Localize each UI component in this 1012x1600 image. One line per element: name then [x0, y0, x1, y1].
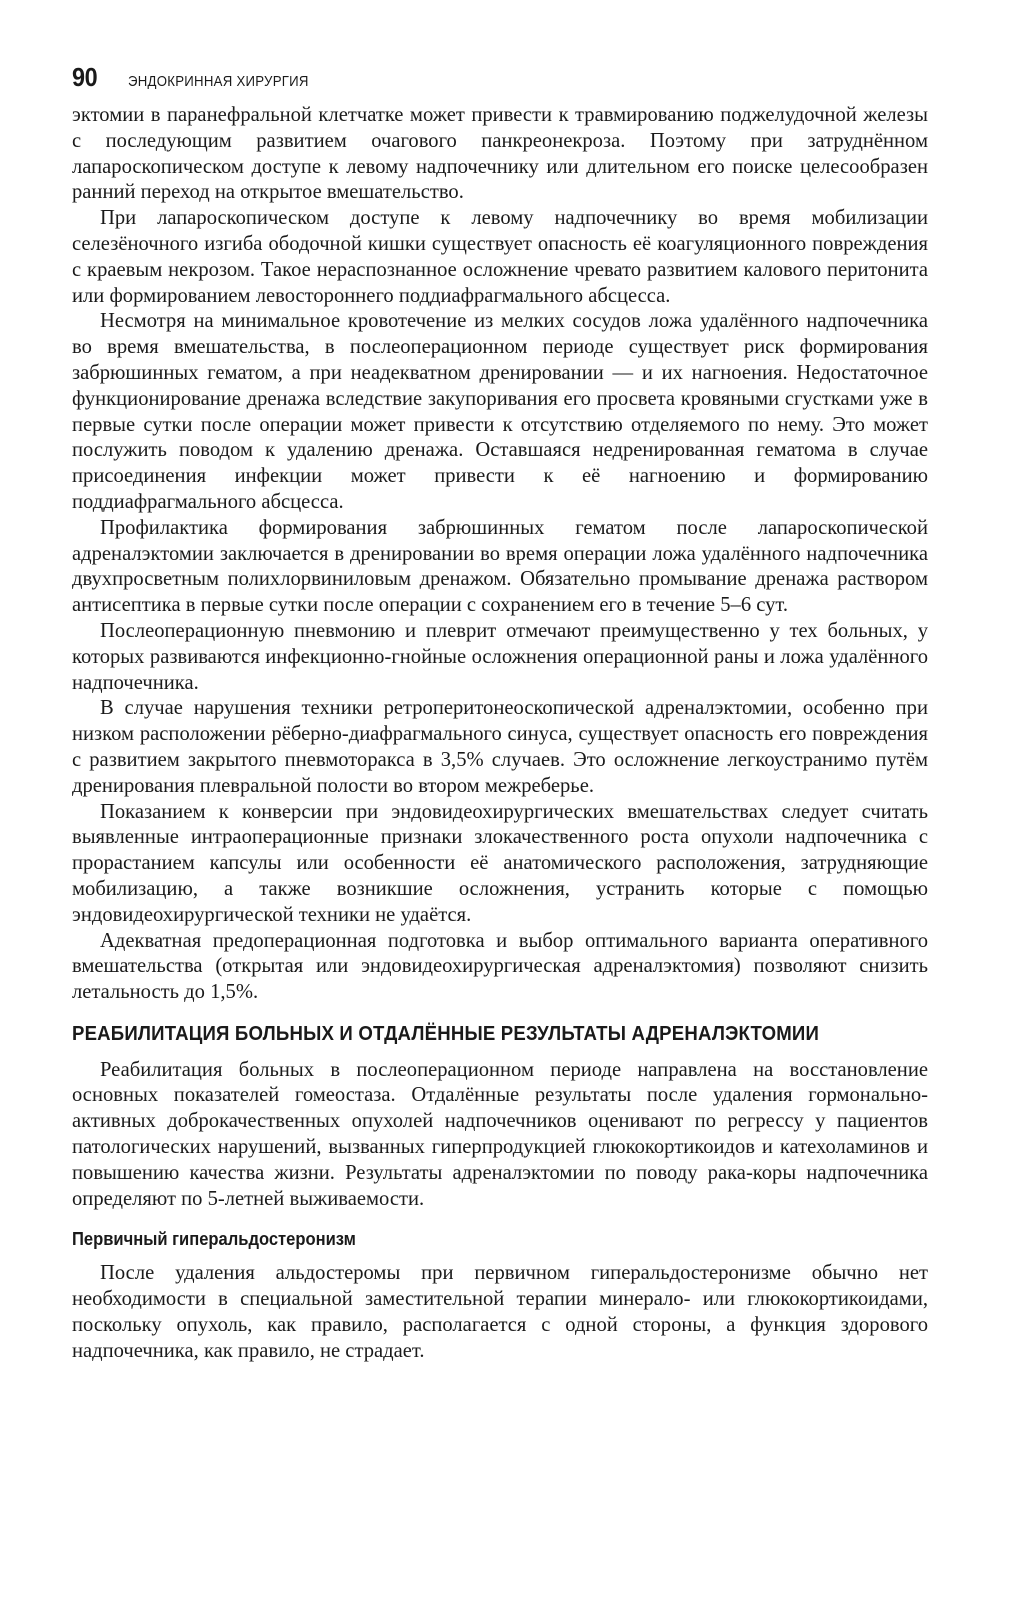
paragraph: Профилактика формирования забрюшинных гематом после лапароскопической адреналэктомии заключается в дренировании во время операции ложа удалённого надпочечника двухпросветным полихлорвиниловым дренажом. Обязательно промывание дренажа раствором антисептика в первые сутки после операции с сохранением его в течение 5–6 сут.: [72, 516, 928, 617]
paragraph: Показанием к конверсии при эндовидеохирургических вмешательствах следует считать выявленные интраоперационные признаки злокачественного роста опухоли надпочечника с прорастанием капсулы или особенности её анатомического расположения, затрудняющие мобилизацию, а также возникшие осложнения, устранить которые с помощью эндовидеохирургической техники не удаётся.: [72, 800, 928, 926]
paragraph: При лапароскопическом доступе к левому надпочечнику во время мобилизации селезёночного изгиба ободочной кишки существует опасность её коагуляционного повреждения с краевым некрозом. Такое нераспознанное осложнение чревато развитием калового перитонита или формированием левостороннего поддиафрагмального абсцесса.: [72, 207, 928, 307]
page-number: 90: [72, 62, 98, 92]
body-text: [72, 103, 928, 1364]
paragraph-continued: эктомии в паранефральной клетчатке может привести к травмированию поджелудочной железы с последующим развитием очагового панкреонекроза. Поэтому при затруднённом лапароскопическом доступе к левому надпочечнику или длительном его поиске целесообразен ранний переход на открытое вмешательство.: [72, 104, 928, 204]
paragraph: Послеоперационную пневмонию и плеврит отмечают преимущественно у тех больных, у которых развиваются инфекционно-гнойные осложнения операционной раны и ложа удалённого надпочечника.: [72, 619, 928, 694]
section-paragraph: Реабилитация больных в послеоперационном периоде направлена на восстановление основных показателей гомеостаза. Отдалённые результаты после удаления гормонально-активных доброкачественных опухолей надпочечников оценивают по регрессу у пациентов патологических нарушений, вызванных гиперпродукцией глюкокортикоидов и катехоламинов и повышению качества жизни. Результаты адреналэктомии по поводу рака-коры надпочечника определяют по 5-летней выживаемости.: [72, 1058, 928, 1210]
subsection-paragraph: После удаления альдостеромы при первичном гиперальдостеронизме обычно нет необходимости в специальной заместительной терапии минерало- или глюкокортикоидами, поскольку опухоль, как правило, располагается с одной стороны, а функция здорового надпочечника, как правило, не страдает.: [72, 1262, 928, 1362]
book-page: [72, 62, 928, 1364]
running-head: [72, 62, 928, 93]
chapter-title: ЭНДОКРИННАЯ ХИРУРГИЯ: [127, 73, 309, 90]
paragraph: В случае нарушения техники ретроперитонеоскопической адреналэктомии, особенно при низком расположении рёберно-диафрагмального синуса, существует опасность его повреждения с развитием закрытого пневмоторакса в 3,5% случаев. Это осложнение легкоустранимо путём дренирования плевральной полости во втором межреберье.: [72, 697, 928, 797]
paragraph: Несмотря на минимальное кровотечение из мелких сосудов ложа удалённого надпочечника во время вмешательства, в послеоперационном периоде существует риск формирования забрюшинных гематом, а при неадекватном дренировании — и их нагноения. Недостаточное функционирование дренажа вследствие закупоривания его просвета кровяными сгустками уже в первые сутки после операции может привести к отсутствию отделяемого по нему. Это может послужить поводом к удалению дренажа. Оставшаяся недренированная гематома в случае присоединения инфекции может привести к её нагноению и формированию поддиафрагмального абсцесса.: [72, 310, 928, 513]
subsection-heading: Первичный гиперальдостеронизм: [72, 1229, 356, 1250]
paragraph: Адекватная предоперационная подготовка и выбор оптимального варианта оперативного вмешательства (открытая или эндовидеохирургическая адреналэктомия) позволяют снизить летальность до 1,5%.: [72, 929, 928, 1004]
section-heading: РЕАБИЛИТАЦИЯ БОЛЬНЫХ И ОТДАЛЁННЫЕ РЕЗУЛЬТАТЫ АДРЕНАЛЭКТОМИИ: [72, 1022, 820, 1045]
